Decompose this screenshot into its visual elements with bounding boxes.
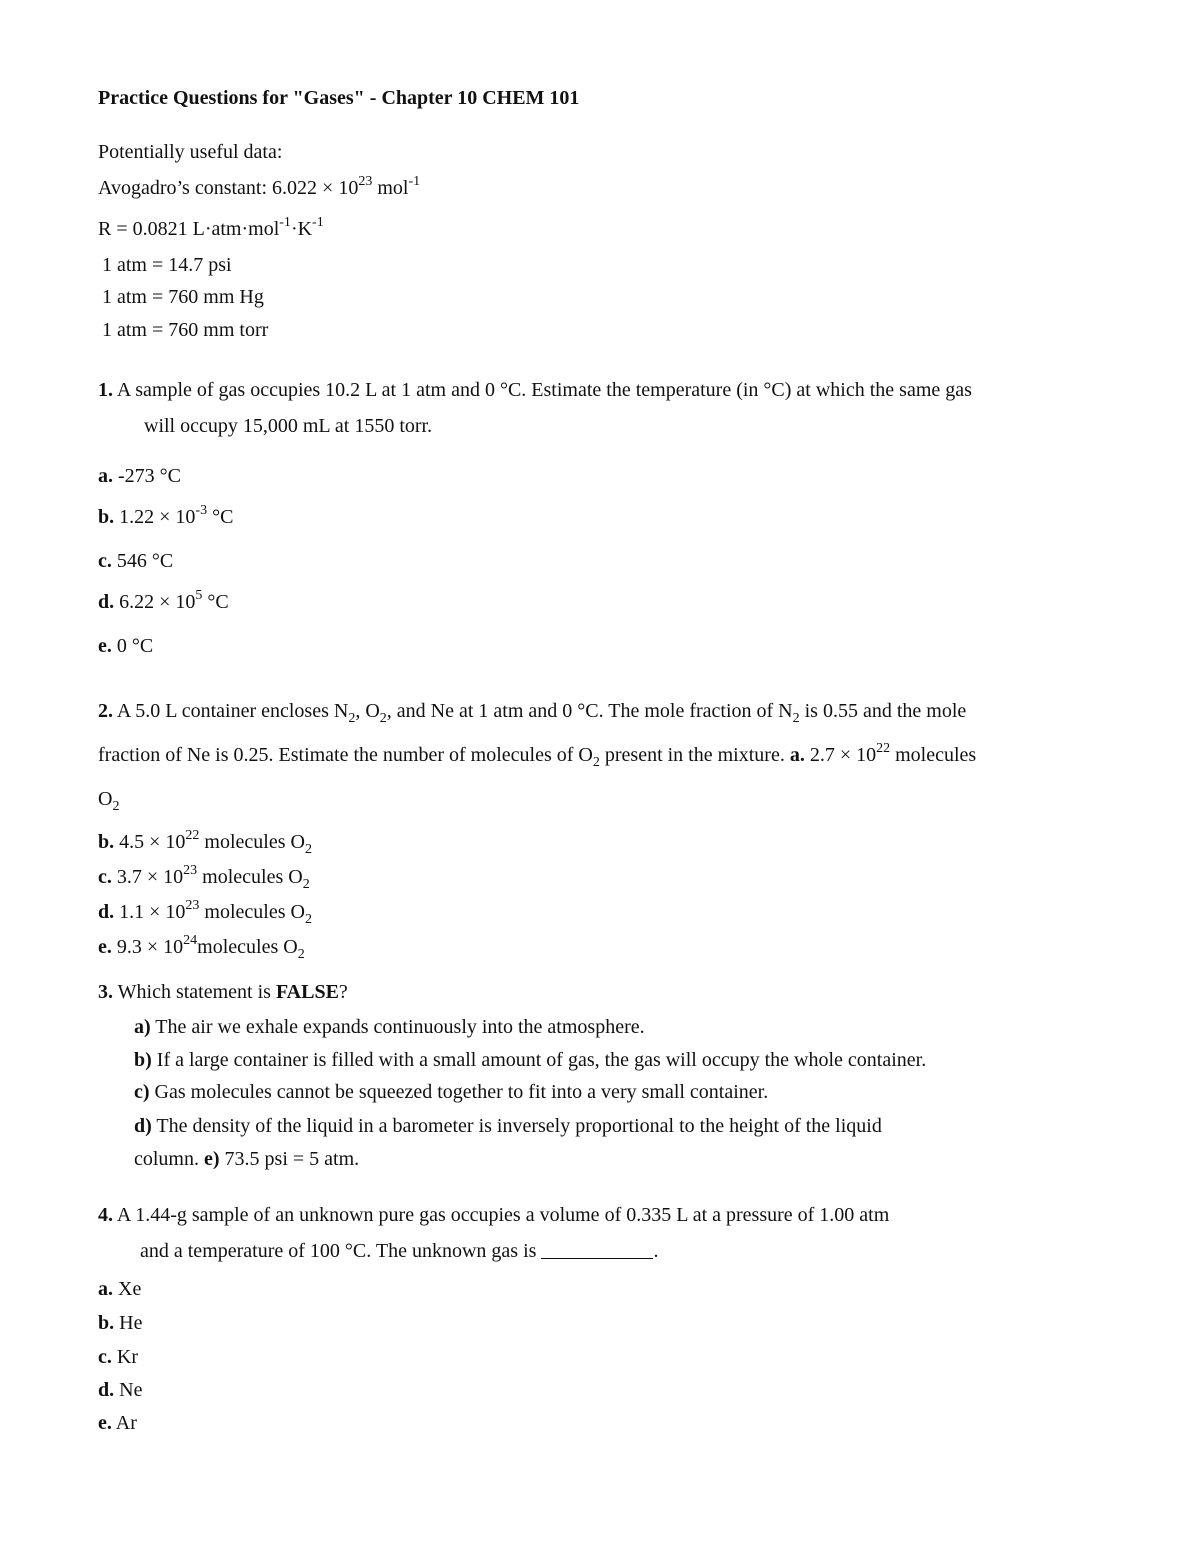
q1-option-a: a. -273 °C [98,465,181,487]
question-2-line-2: fraction of Ne is 0.25. Estimate the number of molecules of $O_2$ present in the mixture. a. $2.7 \times 10^{22}$ molecules [98,741,977,770]
data-header: Potentially useful data: [98,141,283,163]
q4-option-a: a. Xe [98,1278,142,1300]
q3-option-d: d) The density of the liquid in a barometer is inversely proportional to the height of the liquid [134,1115,882,1137]
torr-conversion: 1 atm = 760 mm torr [102,319,269,341]
q3-option-c: c) Gas molecules cannot be squeezed together to fit into a very small container. [134,1081,769,1103]
q4-option-c: c. Kr [98,1346,138,1368]
question-2-line-3: $O_2$ [98,788,120,814]
q1-option-b: b. $1.22 \times 10^{-3}$ °C [98,503,234,528]
q3-option-d-cont: column. e) 73.5 psi = 5 atm. [134,1148,360,1170]
question-1-line-2: will occupy 15,000 mL at 1550 torr. [144,415,433,437]
q1-option-d: d. $6.22 \times 10^5$ °C [98,588,229,613]
question-3: 3. Which statement is FALSE? [98,981,348,1003]
question-4: 4. A 1.44-g sample of an unknown pure gas occupies a volume of 0.335 L at a pressure of 1.00 atm [98,1204,890,1226]
question-4-line-2: and a temperature of 100 °C. The unknown gas is . [140,1240,659,1262]
q2-option-c: c. $3.7 \times 10^{23}$ molecules $O_2$ [98,863,310,892]
q1-option-e: e. 0 °C [98,635,154,657]
q4-option-b: b. He [98,1312,143,1334]
psi-conversion: 1 atm = 14.7 psi [102,254,232,276]
q1-option-c: c. 546 °C [98,550,174,572]
question-1: 1. A sample of gas occupies 10.2 L at 1 atm and 0 °C. Estimate the temperature (in °C) at which the same gas [98,379,972,401]
mmhg-conversion: 1 atm = 760 mm Hg [102,286,264,308]
page-title: Practice Questions for "Gases" - Chapter 10 CHEM 101 [98,87,580,109]
answer-blank [541,1257,653,1259]
q3-option-a: a) The air we exhale expands continuously into the atmosphere. [134,1016,645,1038]
q4-option-e: e. Ar [98,1412,137,1434]
q2-option-d: d. $1.1 \times 10^{23}$ molecules $O_2$ [98,898,312,927]
q3-option-b: b) If a large container is filled with a small amount of gas, the gas will occupy the whole container. [134,1049,927,1071]
question-2: 2. A 5.0 L container encloses $N_2$, $O_2$, and Ne at 1 atm and 0 °C. The mole fraction of $N_2$ is 0.55 and the mole [98,700,967,726]
q4-option-d: d. Ne [98,1379,143,1401]
q2-option-b: b. $4.5 \times 10^{22}$ molecules $O_2$ [98,828,312,857]
gas-constant: R = 0.0821 $L\cdot atm\cdot mol^{-1}\cdot K^{-1}$ [98,215,324,240]
avogadro-constant: Avogadro’s constant: $6.022 \times 10^{23}$ mol$^{-1}$ [98,174,421,199]
q2-option-e: e. $9.3 \times 10^{24}molecules$ $O_2$ [98,933,305,962]
